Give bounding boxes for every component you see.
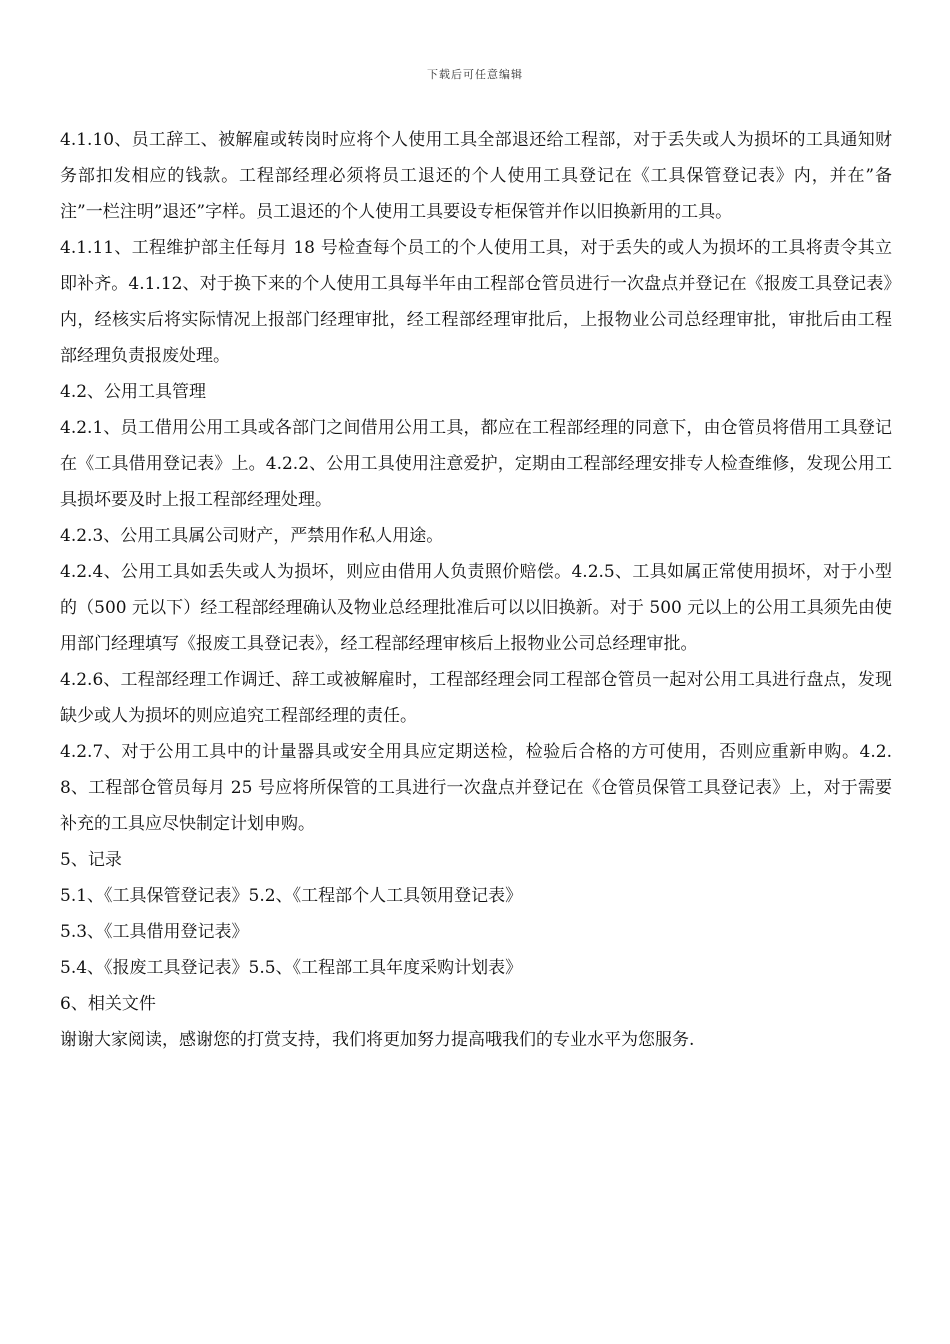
paragraph-4-1-10: 4.1.10、员工辞工、被解雇或转岗时应将个人使用工具全部退还给工程部，对于丢失或人为损坏的工具通知财务部扣发相应的钱款。工程部经理必须将员工退还的个人使用工具登记在《工具保管登记表》内，并在”备注”一栏注明”退还”字样。员工退还的个人使用工具要设专柜保管并作以旧换新用的工具。 [60,130,892,222]
record-item-5-3: 5.3、《工具借用登记表》 [60,922,249,942]
paragraph-4-2-3: 4.2.3、公用工具属公司财产，严禁用作私人用途。 [60,526,444,546]
page-header: 下载后可任意编辑 [427,68,523,81]
record-item-5-1: 5.1、《工具保管登记表》5.2、《工程部个人工具领用登记表》 [60,886,523,906]
closing-note: 谢谢大家阅读，感谢您的打赏支持，我们将更加努力提高哦我们的专业水平为您服务. [60,1030,695,1050]
record-item-5-4: 5.4、《报废工具登记表》5.5、《工程部工具年度采购计划表》 [60,958,523,978]
section-heading-4-2: 4.2、公用工具管理 [60,382,207,402]
paragraph-4-2-7: 4.2.7、对于公用工具中的计量器具或安全用具应定期送检，检验后合格的方可使用，否则应重新申购。4.2.8、工程部仓管员每月 25 号应将所保管的工具进行一次盘点并登记在《仓管员保管工具登记表》上，对于需要补充的工具应尽快制定计划申购。 [60,742,892,834]
section-heading-5: 5、记录 [60,850,122,870]
paragraph-4-1-11: 4.1.11、工程维护部主任每月 18 号检查每个员工的个人使用工具，对于丢失的或人为损坏的工具将责令其立即补齐。4.1.12、对于换下来的个人使用工具每半年由工程部仓管员进行一次盘点并登记在《报废工具登记表》内，经核实后将实际情况上报部门经理审批，经工程部经理审批后，上报物业公司总经理审批，审批后由工程部经理负责报废处理。 [60,238,892,366]
paragraph-4-2-1: 4.2.1、员工借用公用工具或各部门之间借用公用工具，都应在工程部经理的同意下，由仓管员将借用工具登记在《工具借用登记表》上。4.2.2、公用工具使用注意爱护，定期由工程部经理安排专人检查维修，发现公用工具损坏要及时上报工程部经理处理。 [60,418,892,510]
document-body [60,122,892,1058]
section-heading-6: 6、相关文件 [60,994,156,1014]
paragraph-4-2-4: 4.2.4、公用工具如丢失或人为损坏，则应由借用人负责照价赔偿。4.2.5、工具如属正常使用损坏，对于小型的（500 元以下）经工程部经理确认及物业总经理批准后可以以旧换新。对于 500 元以上的公用工具须先由使用部门经理填写《报废工具登记表》，经工程部经理审核后上报物业公司总经理审批。 [60,562,892,654]
paragraph-4-2-6: 4.2.6、工程部经理工作调迁、辞工或被解雇时，工程部经理会同工程部仓管员一起对公用工具进行盘点，发现缺少或人为损坏的则应追究工程部经理的责任。 [60,670,892,726]
